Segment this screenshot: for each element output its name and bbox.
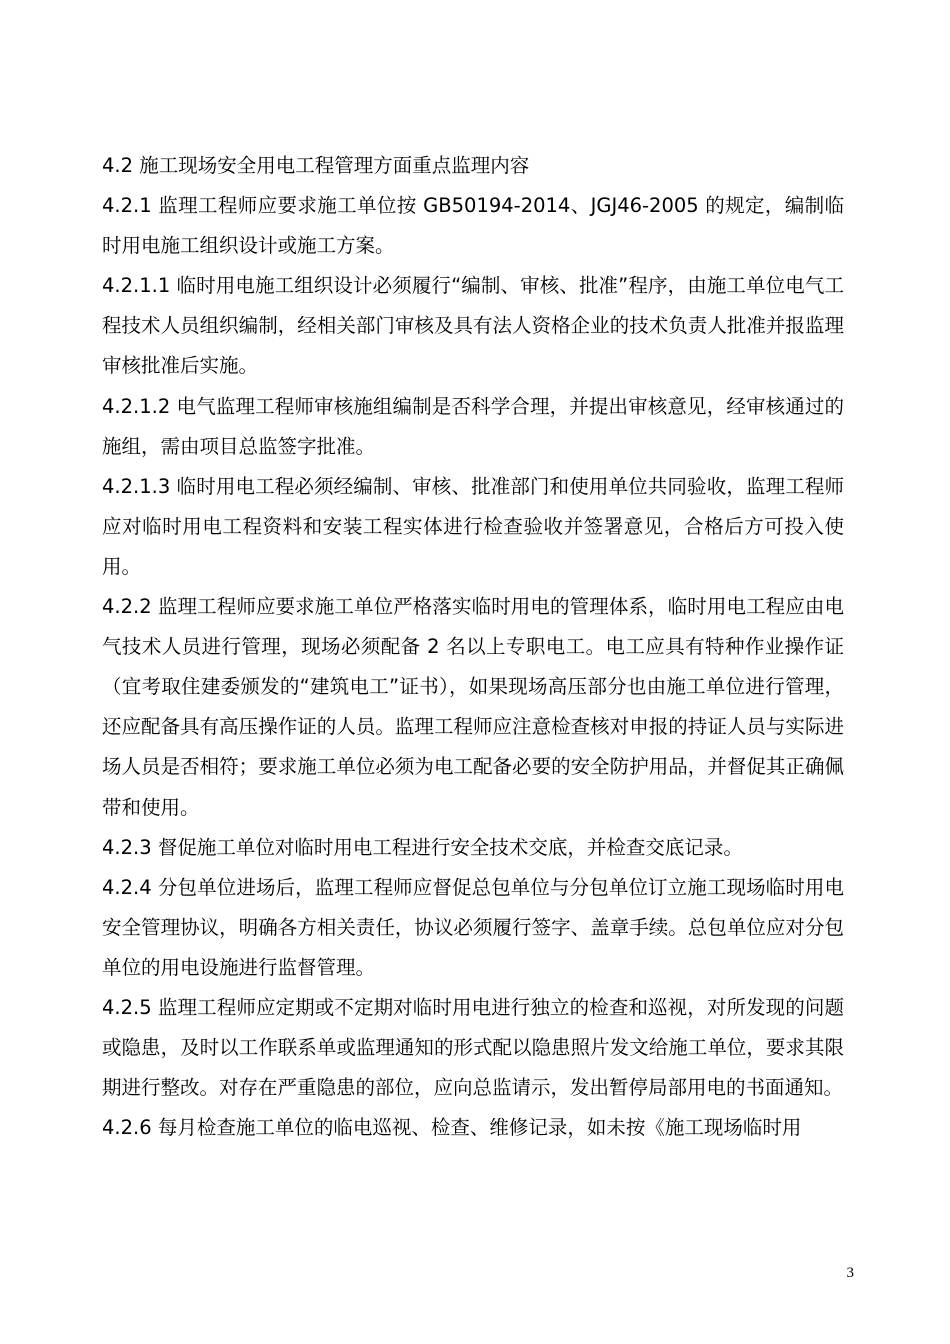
- paragraph-4-2-5: 4.2.5 监理工程师应定期或不定期对临时用电进行独立的检查和巡视，对所发现的问题或隐患，及时以工作联系单或监理通知的形式配以隐患照片发文给施工单位，要求其限期进行整改。对存在严重隐患的部位，应向总监请示，发出暂停局部用电的书面通知。: [102, 995, 844, 1100]
- paragraph-4-2-3: 4.2.3 督促施工单位对临时用电工程进行安全技术交底，并检查交底记录。: [102, 835, 743, 859]
- page-number: 3: [846, 1265, 854, 1281]
- paragraph-4-2-1-2: 4.2.1.2 电气监理工程师审核施组编制是否科学合理，并提出审核意见，经审核通过的施组，需由项目总监签字批准。: [102, 394, 844, 458]
- paragraph-4-2-4: 4.2.4 分包单位进场后，监理工程师应督促总包单位与分包单位订立施工现场临时用电安全管理协议，明确各方相关责任，协议必须履行签字、盖章手续。总包单位应对分包单位的用电设施进行监督管理。: [102, 875, 844, 979]
- paragraph-4-2-6: 4.2.6 每月检查施工单位的临电巡视、检查、维修记录，如未按《施工现场临时用: [102, 1116, 802, 1140]
- paragraph-4-2-1-1: 4.2.1.1 临时用电施工组织设计必须履行“编制、审核、批准”程序，由施工单位电气工程技术人员组织编制，经相关部门审核及具有法人资格企业的技术负责人批准并报监理审核批准后实施。: [102, 274, 844, 378]
- paragraph-4-2-1-3: 4.2.1.3 临时用电工程必须经编制、审核、批准部门和使用单位共同验收，监理工程师应对临时用电工程资料和安装工程实体进行检查验收并签署意见，合格后方可投入使用。: [102, 474, 844, 578]
- paragraph-4-2-1: 4.2.1 监理工程师应要求施工单位按 GB50194-2014、JGJ46-2005 的规定，编制临时用电施工组织设计或施工方案。: [102, 194, 844, 258]
- section-heading: 4.2 施工现场安全用电工程管理方面重点监理内容: [102, 154, 530, 177]
- document-body: [102, 146, 844, 1148]
- paragraph-4-2-2: 4.2.2 监理工程师应要求施工单位严格落实临时用电的管理体系，临时用电工程应由电气技术人员进行管理，现场必须配备 2 名以上专职电工。电工应具有特种作业操作证（宜考取住建委颁发的“建筑电工”证书），如果现场高压部分也由施工单位进行管理，还应配备具有高压操作证的人员。监理工程师应注意检查核对申报的持证人员与实际进场人员是否相符；要求施工单位必须为电工配备必要的安全防护用品，并督促其正确佩带和使用。: [102, 595, 844, 819]
